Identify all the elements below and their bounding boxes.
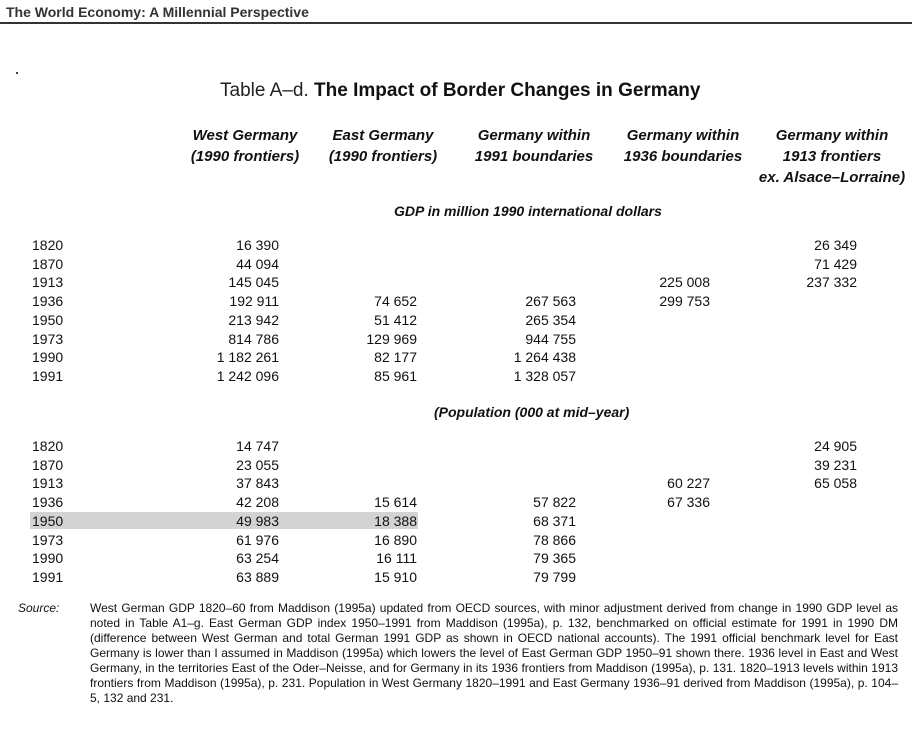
value-cell: 1 264 438 (513, 349, 576, 366)
header-rule (0, 22, 912, 24)
table-row (0, 292, 918, 311)
value-cell: 15 614 (374, 494, 417, 511)
table-row (0, 330, 918, 349)
year-cell: 1913 (32, 475, 64, 492)
year-cell: 1820 (32, 237, 64, 253)
year-cell: 1950 (32, 311, 64, 328)
value-cell: 213 942 (228, 311, 279, 328)
value-cell: 237 332 (806, 274, 857, 291)
year-cell: 1991 (32, 367, 64, 384)
value-cell: 79 799 (533, 568, 576, 585)
table-row (0, 311, 918, 330)
column-header-germany-1913: Germany within 1913 frontiers ex. Alsace–Lorraine) (758, 127, 906, 186)
column-header-east-germany: East Germany (1990 frontiers) (328, 127, 438, 165)
running-header: The World Economy: A Millennial Perspective (6, 4, 309, 20)
value-cell: 15 910 (374, 568, 417, 585)
value-cell: 24 905 (814, 438, 857, 454)
value-cell: 79 365 (533, 550, 576, 567)
table-row (0, 367, 918, 386)
value-cell: 82 177 (374, 349, 417, 366)
margin-dot (16, 72, 18, 74)
value-cell: 51 412 (374, 311, 417, 328)
year-cell: 1870 (32, 255, 64, 272)
table-row (0, 437, 918, 456)
table-row (0, 348, 918, 367)
value-cell: 39 231 (814, 456, 857, 473)
value-cell: 944 755 (525, 330, 576, 347)
value-cell: 57 822 (533, 494, 576, 511)
year-cell: 1990 (32, 349, 64, 366)
table-row (0, 273, 918, 292)
value-cell: 16 111 (376, 550, 417, 567)
table-row (0, 474, 918, 493)
year-cell: 1950 (32, 512, 64, 529)
table-title-prefix: Table A–d. (220, 80, 309, 101)
table-row (0, 456, 918, 475)
year-cell: 1990 (32, 550, 64, 567)
value-cell: 1 182 261 (216, 349, 279, 366)
table-row (0, 493, 918, 512)
year-cell: 1870 (32, 456, 64, 473)
value-cell: 129 969 (366, 330, 417, 347)
value-cell: 44 094 (236, 255, 279, 272)
value-cell: 265 354 (525, 311, 576, 328)
table-row (0, 531, 918, 550)
value-cell: 78 866 (533, 531, 576, 548)
source-label: Source: (18, 601, 60, 615)
table-row (0, 255, 918, 274)
year-cell: 1991 (32, 568, 64, 585)
value-cell: 65 058 (814, 475, 857, 492)
value-cell: 63 254 (236, 550, 279, 567)
value-cell: 16 890 (374, 531, 417, 548)
value-cell: 267 563 (525, 293, 576, 310)
source-text: West German GDP 1820–60 from Maddison (1995a) updated from OECD sources, with minor adjustment derived from change in 1990 GDP level as noted in Table A1–g. East German GDP index 1950–1991 from Maddison (1995a), p. 132, benchmarked on official estimate for 1991 in 1990 DM (difference between West German and total German 1991 GDP as shown in OECD national accounts). The 1991 official benchmark level for East Germany is lower than I assumed in Maddison (1995a) which lowers the level of East German GDP 1950–91 shown there. 1936 level in East and West Germany, in the territories East of the Oder–Neisse, and for Germany in its 1936 frontiers from Maddison (1995a), p. 131. 1820–1913 levels within 1913 frontiers from Maddison (1995a), p. 231. Population in West Germany 1820–1991 and East Germany 1936–91 derived from Maddison (1995a), p. 104–5, 132 and 231. (90, 601, 898, 705)
value-cell: 67 336 (667, 494, 710, 511)
value-cell: 225 008 (659, 274, 710, 291)
value-cell: 192 911 (229, 293, 279, 310)
population-section-label: (Population (000 at mid–year) (434, 404, 630, 420)
year-cell: 1973 (32, 531, 64, 548)
value-cell: 71 429 (814, 255, 857, 272)
table-row (0, 236, 918, 255)
year-cell: 1913 (32, 274, 64, 291)
year-cell: 1973 (32, 330, 64, 347)
value-cell: 61 976 (236, 531, 279, 548)
year-cell: 1936 (32, 494, 64, 511)
value-cell: 145 045 (228, 274, 279, 291)
value-cell: 85 961 (374, 367, 417, 384)
value-cell: 37 843 (236, 475, 279, 492)
column-header-germany-1991: Germany within 1991 boundaries (474, 127, 594, 165)
value-cell: 26 349 (814, 237, 857, 253)
table-title (220, 80, 700, 102)
value-cell: 16 390 (236, 237, 279, 253)
column-header-west-germany: West Germany (1990 frontiers) (190, 127, 300, 165)
gdp-section-label: GDP in million 1990 international dollars (394, 203, 662, 219)
value-cell: 23 055 (236, 456, 279, 473)
value-cell: 60 227 (667, 475, 710, 492)
year-cell: 1820 (32, 438, 64, 454)
value-cell: 18 388 (374, 512, 417, 529)
table-row (0, 512, 918, 531)
value-cell: 49 983 (236, 512, 279, 529)
year-cell: 1936 (32, 293, 64, 310)
value-cell: 814 786 (228, 330, 279, 347)
value-cell: 74 652 (374, 293, 417, 310)
value-cell: 14 747 (236, 438, 279, 454)
table-row (0, 568, 918, 587)
value-cell: 68 371 (533, 512, 576, 529)
table-title-main: The Impact of Border Changes in Germany (314, 80, 701, 101)
table-row (0, 549, 918, 568)
value-cell: 1 242 096 (216, 367, 279, 384)
value-cell: 42 208 (236, 494, 279, 511)
column-header-germany-1936: Germany within 1936 boundaries (623, 127, 743, 165)
value-cell: 63 889 (236, 568, 279, 585)
value-cell: 299 753 (659, 293, 710, 310)
value-cell: 1 328 057 (513, 367, 576, 384)
